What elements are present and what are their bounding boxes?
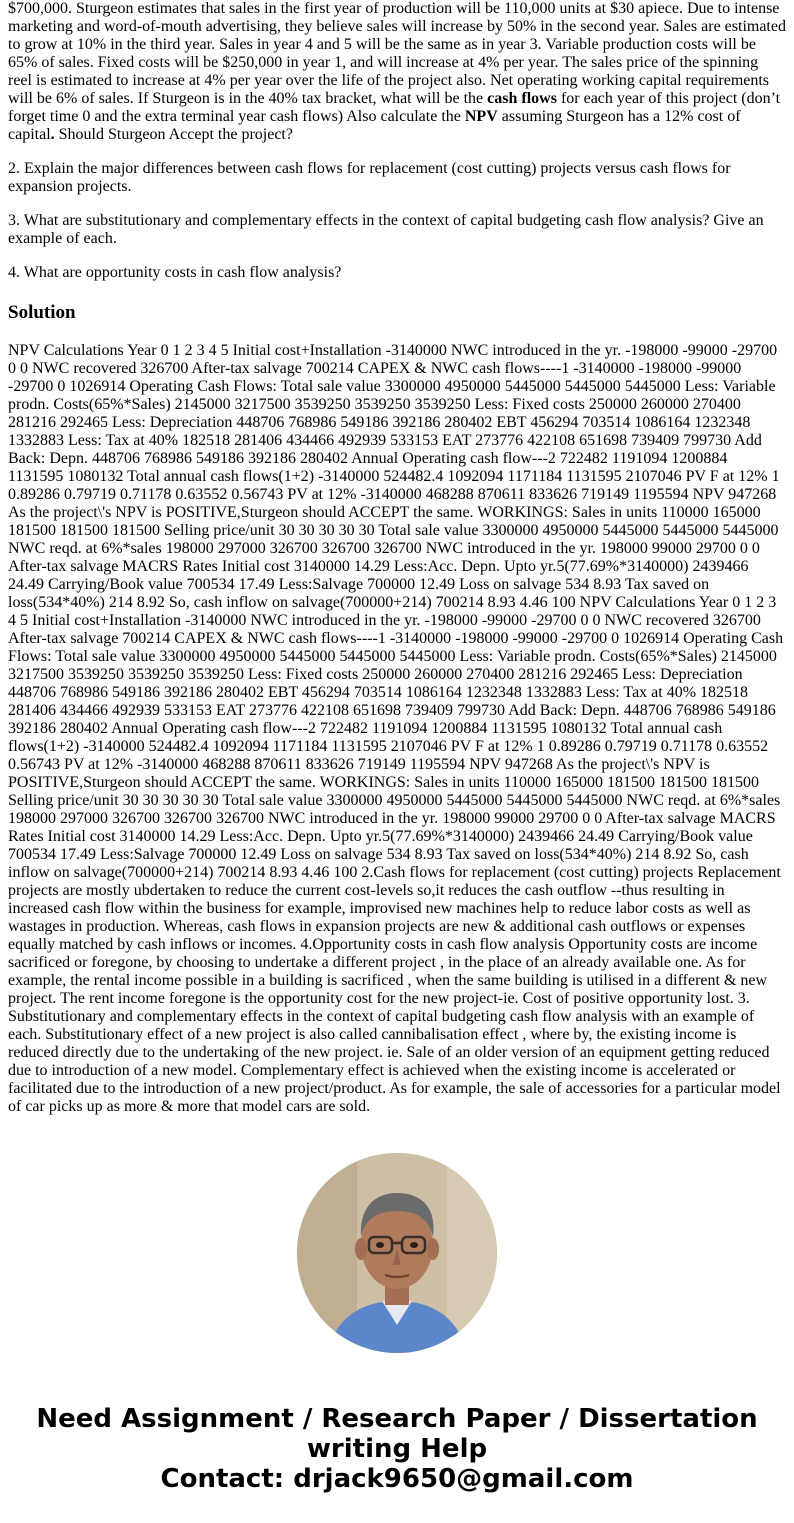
- solution-body: NPV Calculations Year 0 1 2 3 4 5 Initial cost+Installation -3140000 NWC introduced in the yr. -198000 -99000 -29700 0 0 NWC recovered 326700 After-tax salvage 700214 CAPEX & NWC cash flows----1 -3140000 -198000 -99000 -29700 0 1026914 Operating Cash Flows: Total sale value 3300000 4950000 5445000 5445000 5445000 Less: Variable prodn. Costs(65%*Sales) 2145000 3217500 3539250 3539250 3539250 Less: Fixed costs 250000 260000 270400 281216 292465 Less: Depreciation 448706 768986 549186 392186 280402 EBT 456294 703514 1086164 1232348 1332883 Less: Tax at 40% 182518 281406 434466 492939 533153 EAT 273776 422108 651698 739409 799730 Add Back: Depn. 448706 768986 549186 392186 280402 Annual Operating cash flow---2 722482 1191094 1200884 1131595 1080132 Total annual cash flows(1+2) -3140000 524482.4 1092094 1171184 1131595 2107046 PV F at 12% 1 0.89286 0.79719 0.71178 0.63552 0.56743 PV at 12% -3140000 468288 870611 833626 719149 1195594 NPV 947268 As the project\'s NPV is POSITIVE,Sturgeon should ACCEPT the same. WORKINGS: Sales in units 110000 165000 181500 181500 181500 Selling price/unit 30 30 30 30 30 Total sale value 3300000 4950000 5445000 5445000 5445000 NWC reqd. at 6%*sales 198000 297000 326700 326700 326700 NWC introduced in the yr. 198000 99000 29700 0 0 After-tax salvage MACRS Rates Initial cost 3140000 14.29 Less:Acc. Depn. Upto yr.5(77.69%*3140000) 2439466 24.49 Carrying/Book value 700534 17.49 Less:Salvage 700000 12.49 Loss on salvage 534 8.93 Tax saved on loss(534*40%) 214 8.92 So, cash inflow on salvage(700000+214) 700214 8.93 4.46 100 NPV Calculations Year 0 1 2 3 4 5 Initial cost+Installation -3140000 NWC introduced in the yr. -198000 -99000 -29700 0 0 NWC recovered 326700 After-tax salvage 700214 CAPEX & NWC cash flows----1 -3140000 -198000 -99000 -29700 0 1026914 Operating Cash Flows: Total sale value 3300000 4950000 5445000 5445000 5445000 Less: Variable prodn. Costs(65%*Sales) 2145000 3217500 3539250 3539250 3539250 Less: Fixed costs 250000 260000 270400 281216 292465 Less: Depreciation 448706 768986 549186 392186 280402 EBT 456294 703514 1086164 1232348 1332883 Less: Tax at 40% 182518 281406 434466 492939 533153 EAT 273776 422108 651698 739409 799730 Add Back: Depn. 448706 768986 549186 392186 280402 Annual Operating cash flow---2 722482 1191094 1200884 1131595 1080132 Total annual cash flows(1+2) -3140000 524482.4 1092094 1171184 1131595 2107046 PV F at 12% 1 0.89286 0.79719 0.71178 0.63552 0.56743 PV at 12% -3140000 468288 870611 833626 719149 1195594 NPV 947268 As the project\'s NPV is POSITIVE,Sturgeon should ACCEPT the same. WORKINGS: Sales in units 110000 165000 181500 181500 181500 Selling price/unit 30 30 30 30 30 Total sale value 3300000 4950000 5445000 5445000 5445000 NWC reqd. at 6%*sales 198000 297000 326700 326700 326700 NWC introduced in the yr. 198000 99000 29700 0 0 After-tax salvage MACRS Rates Initial cost 3140000 14.29 Less:Acc. Depn. Upto yr.5(77.69%*3140000) 2439466 24.49 Carrying/Book value 700534 17.49 Less:Salvage 700000 12.49 Loss on salvage 534 8.93 Tax saved on loss(534*40%) 214 8.92 So, cash inflow on salvage(700000+214) 700214 8.93 4.46 100 2.Cash flows for replacement (cost cutting) projects Replacement projects are mostly ubdertaken to reduce the current cost-levels so,it reduces the cash outflow --thus resulting in increased cash flow within the business for example, improvised new machines help to reduce labor costs as well as wastages in production. Whereas, cash flows in expansion projects are new & additional cash outflows or expenses equally matched by cash inflows or incomes. 4.Opportunity costs in cash flow analysis Opportunity costs are income sacrificed or foregone, by choosing to undertake a different project , in the place of an already available one. As for example, the rental income possible in a building is sacrificed , when the same building is utilised in a different & new project. The rent income foregone is the opportunity cost for the new project-ie. Cost of positive opportunity lost. 3. Substitutionary and complementary effects in the context of capital budgeting cash flow analysis with an example of each. Substitutionary effect of a new project is also called cannibalisation effect , where by, the existing income is reduced directly due to the undertaking of the new project. ie. Sale of an older version of an equipment getting reduced due to introduction of a new model. Complementary effect is achieved when the existing income is accelerated or facilitated due to the introduction of a new project/product. As for example, the sale of accessories for a particular model of car picks up as more & more that model cars are sold.: [8, 342, 784, 1115]
- contact-banner-email: Contact: drjack9650@gmail.com: [160, 1464, 634, 1494]
- question-1-bold-period: .: [50, 126, 55, 143]
- question-1-bold-cash-flows: cash flows: [487, 90, 557, 107]
- question-1-bold-npv: NPV: [464, 108, 498, 125]
- question-1-text-c: assuming Sturgeon has a 12% cost of capital: [8, 108, 741, 143]
- document-content: [8, 0, 786, 1116]
- question-2: 2. Explain the major differences between cash flows for replacement (cost cutting) projects versus cash flows for expansion projects.: [8, 160, 731, 195]
- question-3: 3. What are substitutionary and complementary effects in the context of capital budgeting cash flow analysis? Give an example of each.: [8, 212, 764, 247]
- contact-banner-headline: Need Assignment / Research Paper / Dissertation writing Help: [36, 1404, 758, 1464]
- author-portrait-icon: [297, 1153, 497, 1353]
- solution-heading: Solution: [8, 302, 76, 323]
- author-avatar: [297, 1153, 497, 1353]
- question-1: [8, 0, 786, 144]
- question-4: 4. What are opportunity costs in cash flow analysis?: [8, 264, 342, 281]
- question-1-text-d: Should Sturgeon Accept the project?: [54, 126, 293, 143]
- contact-banner: [0, 1404, 794, 1494]
- question-1-text-b: for each year of this project (don’t forget time 0 and the extra terminal year cash flows) Also calculate the: [8, 90, 781, 125]
- question-1-text-a: $700,000. Sturgeon estimates that sales in the first year of production will be 110,000 units at $30 apiece. Due to intense marketing and word-of-mouth advertising, they believe sales will increase by 50% in the second year. Sales are estimated to grow at 10% in the third year. Sales in year 4 and 5 will be the same as in year 3. Variable production costs will be 65% of sales. Fixed costs will be $250,000 in year 1, and will increase at 4% per year. The sales price of the spinning reel is estimated to increase at 4% per year over the life of the project also. Net operating working capital requirements will be 6% of sales. If Sturgeon is in the 40% tax bracket, what will be the: [8, 0, 786, 107]
